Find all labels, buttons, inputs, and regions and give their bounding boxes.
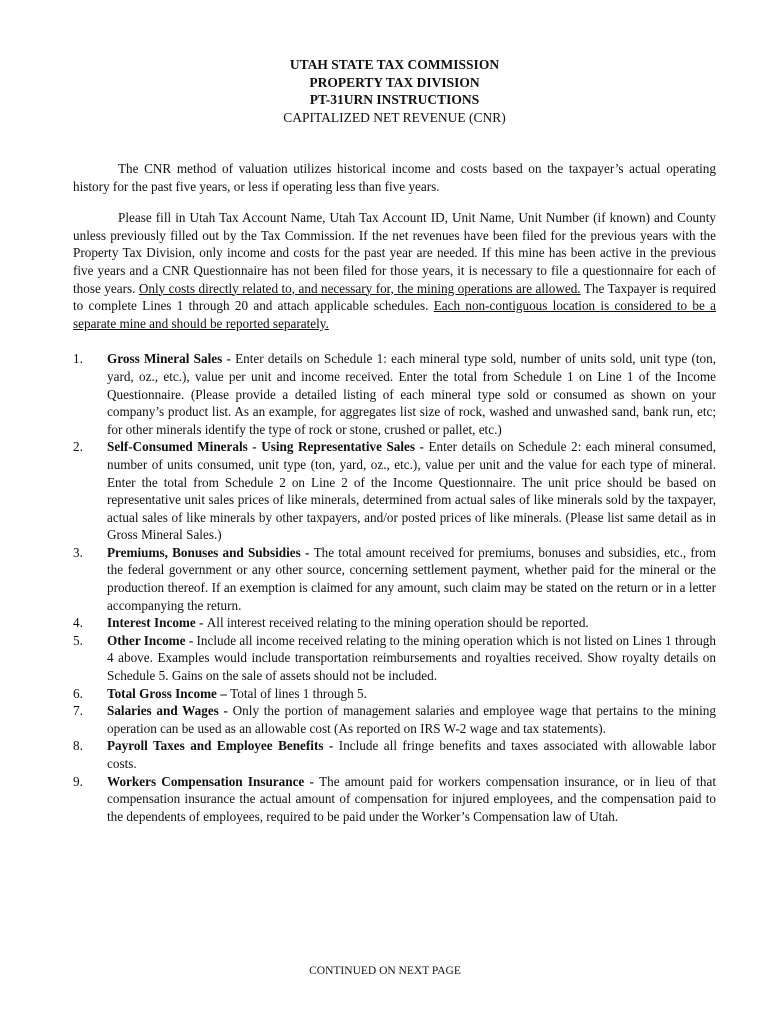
list-item [73,685,716,703]
item-number: 7. [73,703,83,719]
header-agency: UTAH STATE TAX COMMISSION [289,57,500,72]
list-item [73,614,716,632]
item-text: The total amount received for premiums, bonuses and subsidies, etc., from the federal government or any other source, concerning settlement payment, whether paid for the mineral or the production thereof. If an exemption is claimed for any amount, such claim may be stated on the return or in a letter accompanying the return. [107,544,716,613]
item-title: Workers Compensation Insurance - [107,773,320,789]
item-title: Payroll Taxes and Employee Benefits - [107,738,339,754]
item-text: The amount paid for workers compensation insurance, or in lieu of that compensation insurance the actual amount of compensation for injured employees, and the compensation paid to the dependents of employees, required to be paid under the Worker’s Compensation law of Utah. [107,773,716,824]
continued-footer: CONTINUED ON NEXT PAGE [309,965,461,977]
item-text: Enter details on Schedule 1: each mineral type sold, number of units sold, unit type (ton, yard, oz., etc.), value per unit and income received. Enter the total from Schedule 1 on Line 1 of the Income Questionnaire. (Please provide a detailed listing of each mineral type sold or consumed as shown on your company’s product list. As an example, for aggregates list size of rock, washed and unwashed sand, bank run, etc; for other minerals identify the type of rock or stone, crushed or pallet, etc.) [107,351,716,437]
item-title: Total Gross Income – [107,685,231,701]
instructions-underline-2: Each non-contiguous location is considered to be a separate mine and should be reported separately. [73,298,716,331]
item-title: Salaries and Wages - [107,703,233,719]
item-number: 8. [73,738,83,754]
item-text: Enter details on Schedule 2: each mineral consumed, number of units consumed, unit type (ton, yard, oz., etc.), value per unit and the value for each type of mineral. Enter the total from Schedule 2 on Line 2 of the Income Questionnaire. The unit price should be based on representative unit sales prices of like minerals, determined from actual sales of like minerals sold by the taxpayer, actual sales of like minerals by other taxpayers, and/or posted prices of like minerals. (Please list same detail as in Gross Mineral Sales.) [107,439,716,543]
item-number: 2. [73,439,83,455]
instructions-text-2: The Taxpayer is required to complete Lines 1 through 20 and attach applicable schedules. [73,280,716,314]
item-title: Other Income - [107,632,197,648]
item-title: Self-Consumed Minerals - Using Representative Sales - [107,439,429,455]
instructions-paragraph [73,209,716,332]
list-item [73,438,716,544]
header-subtitle: CAPITALIZED NET REVENUE (CNR) [283,109,506,125]
item-number: 4. [73,615,83,631]
document-header [73,56,716,126]
list-item [73,544,716,614]
item-number: 6. [73,685,83,701]
intro-paragraph: The CNR method of valuation utilizes historical income and costs based on the taxpayer’s actual operating history for the past five years, or less if operating less than five years. [73,161,716,194]
item-number: 1. [73,351,83,367]
item-number: 5. [73,632,83,648]
header-division: PROPERTY TAX DIVISION [309,74,480,90]
list-item [73,632,716,685]
list-item [73,773,716,826]
item-title: Interest Income - [107,615,207,631]
item-title: Premiums, Bonuses and Subsidies - [107,544,314,560]
item-text: Include all fringe benefits and taxes associated with allowable labor costs. [107,738,717,771]
document-page [73,56,716,825]
header-form-title: PT-31URN INSTRUCTIONS [309,92,480,107]
list-item [73,737,716,772]
item-number: 9. [73,773,83,789]
instructions-text-1: Please fill in Utah Tax Account Name, Utah Tax Account ID, Unit Name, Unit Number (if known) and County unless previously filled out by the Tax Commission. If the net revenues have been filed for the previous years with the Property Tax Division, only income and costs for the past year are needed. If this mine has been active in the previous five years and a CNR Questionnaire has not been filed for those years, it is necessary to file a questionnaire for each of those years. [73,210,716,296]
item-text: All interest received relating to the mining operation should be reported. [206,615,589,631]
item-text: Include all income received relating to the mining operation which is not listed on Lines 1 through 4 above. Examples would include transportation reimbursements and royalties received. Show royalty details on Schedule 5. Gains on the sale of assets should not be included. [107,632,716,684]
item-text: Total of lines 1 through 5. [230,685,367,701]
line-instructions-list [73,350,716,825]
instructions-underline-1: Only costs directly related to, and necessary for, the mining operations are allowed. [138,280,581,296]
item-title: Gross Mineral Sales - [107,351,236,367]
item-text: Only the portion of management salaries and employee wage that pertains to the mining operation can be used as an allowable cost (As reported on IRS W-2 wage and tax statements). [107,703,716,736]
item-number: 3. [73,544,83,560]
list-item [73,350,716,438]
list-item [73,702,716,737]
